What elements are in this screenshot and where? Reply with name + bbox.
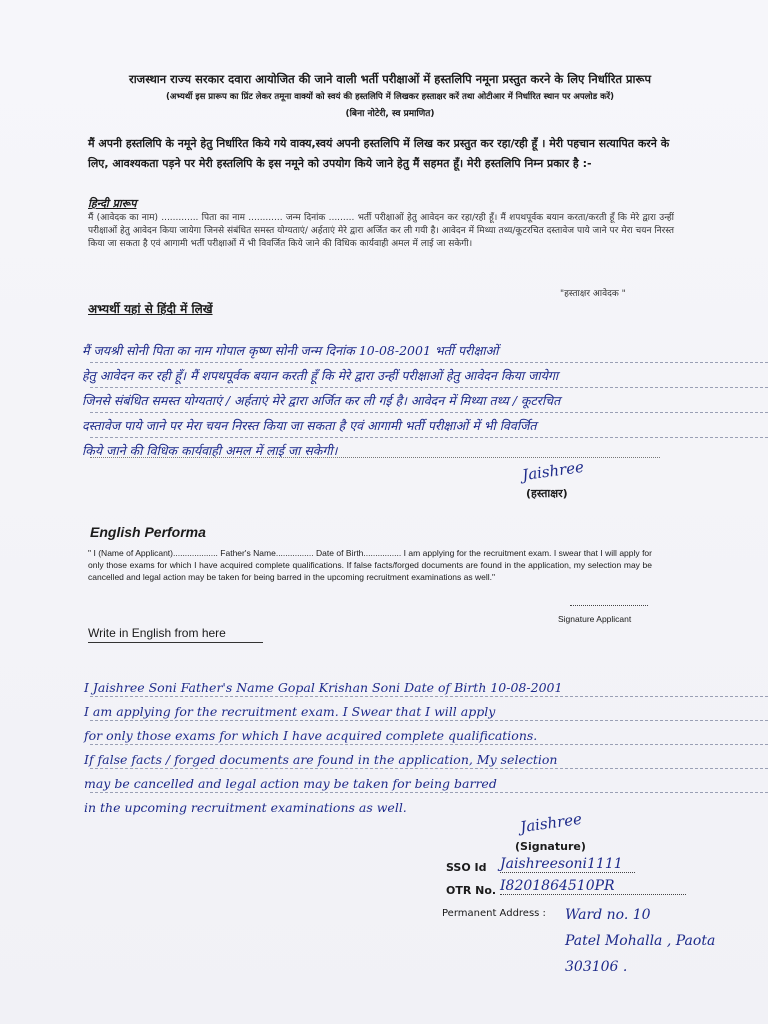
sso-id-label: SSO Id — [446, 861, 487, 874]
english-hw-line: in the upcoming recruitment examinations as well. — [84, 800, 407, 815]
hindi-signature-label: (हस्ताक्षर) — [526, 487, 568, 500]
hindi-template-text: मैं (आवेदक का नाम) ............. पिता का नाम ............ जन्म दिनांक ......... भर्ती परीक्षाओं हेतु आवेदन कर रहा/रही हूँ। मैं शपथपूर्वक बयान करता/करती हूँ कि मेरे द्वारा उन्हीं परीक्षाओं हेतु आवेदन किया जायेगा जिनसे संबंधित समस्त योग्यताएं/ अर्हताएं मेरे द्वारा अर्जित कर ली गयी है। आवेदन में मिथ्या तथ्य/कूटरचित दस्तावेज पाये जाने पर मेरा चयन निरस्त किया जा सकता है एवं आगामी भर्ती परीक्षाओं में भी विवर्जित किये जाने की विधिक कार्यवाही अमल में लाई जा सकेगी। — [88, 213, 674, 249]
hindi-hw-line: किये जाने की विधिक कार्यवाही अमल में लाई जा सकेगी। — [82, 443, 338, 458]
hindi-hw-line: मैं जयश्री सोनी पिता का नाम गोपाल कृष्ण सोनी जन्म दिनांक 10-08-2001 भर्ती परीक्षाओं — [82, 343, 499, 358]
english-hw-line: I am applying for the recruitment exam. I Swear that I will apply — [84, 704, 496, 719]
english-template-text: " I (Name of Applicant)................... Father's Name................ Date of Birth................ I am applying for the recruitment exam. I swear that I will apply for only those exams for which I have acquired complete qualifications. If false facts/forged documents are found in the application, my selection may be cancelled and legal action may be taken for being barred in the upcoming recruitment examinations as well." — [88, 548, 652, 582]
address-line: 303106 . — [565, 959, 628, 975]
hindi-handwritten-block — [82, 338, 768, 463]
english-rule — [90, 744, 768, 745]
hindi-hw-line: दस्तावेज पाये जाने पर मेरा चयन निरस्त किया जा सकता है एवं आगामी भर्ती परीक्षाओं में भी विवर्जित — [82, 418, 537, 433]
english-handwritten-block — [84, 676, 768, 820]
english-write-heading: Write in English from here — [88, 626, 226, 640]
english-rule — [90, 792, 768, 793]
hindi-sign-label: "हस्ताक्षर आवेदक " — [560, 289, 626, 299]
hindi-signature: Jaishree — [521, 457, 585, 485]
permanent-address-block — [565, 902, 715, 980]
permanent-address-label: Permanent Address : — [442, 908, 546, 919]
english-sign-label: Signature Applicant — [558, 614, 632, 624]
hindi-rule — [90, 437, 768, 438]
english-hw-line: I Jaishree Soni Father's Name Gopal Krishan Soni Date of Birth 10-08-2001 — [84, 680, 563, 695]
address-line: Ward no. 10 — [565, 907, 651, 923]
address-line: Patel Mohalla , Paota — [565, 933, 716, 949]
otr-no-label: OTR No. — [446, 884, 497, 897]
english-hw-line: If false facts / forged documents are found in the application, My selection — [84, 752, 558, 767]
hindi-rule — [90, 387, 768, 388]
english-heading-underline — [88, 642, 263, 643]
english-signature: Jaishree — [519, 809, 583, 837]
otr-no-value: I8201864510PR — [500, 878, 686, 895]
english-rule — [90, 768, 768, 769]
sso-id-value: Jaishreesoni1111 — [500, 856, 635, 873]
english-hw-line: may be cancelled and legal action may be taken for being barred — [84, 776, 497, 791]
hindi-hw-line: हेतु आवेदन कर रही हूँ। मैं शपथपूर्वक बयान करती हूँ कि मेरे द्वारा उन्हीं परीक्षाओं हेतु आवेदन किया जायेगा — [82, 368, 559, 383]
hindi-section-heading: हिन्दी प्रारूप — [88, 197, 137, 210]
english-signature-label: (Signature) — [515, 840, 586, 853]
hindi-rule — [90, 412, 768, 413]
form-title: राजस्थान राज्य सरकार दवारा आयोजित की जाने वाली भर्ती परीक्षाओं में हस्तलिपि नमूना प्रस्तुत करने के लिए निर्धारित प्रारूप — [128, 72, 651, 86]
hindi-rule — [90, 362, 768, 363]
form-note: (बिना नोटेरी, स्व प्रमाणित) — [345, 109, 435, 119]
english-rule — [90, 696, 768, 697]
intro-text: मैं अपनी हस्तलिपि के नमूने हेतु निर्धारित किये गये वाक्य,स्वयं अपनी हस्तलिपि में लिख कर प्रस्तुत कर रहा/रही हूँ । मेरी पहचान सत्यापित करने के लिए, आवश्यकता पड़ने पर मेरी हस्तलिपि के इस नमूने को उपयोग किये जाने हेतु मैं सहमत हूँ। मेरी हस्तलिपि निम्न प्रकार है :- — [88, 137, 670, 170]
hindi-hw-line: जिनसे संबंधित समस्त योग्यताएं / अर्हताएं मेरे द्वारा अर्जित कर ली गई है। आवेदन में मिथ्या तथ्य / कूटरचित — [82, 393, 561, 408]
english-rule — [90, 720, 768, 721]
form-subtitle: (अभ्यर्थी इस प्रारूप का प्रिंट लेकर तमूना वाक्यों को स्वयं की हस्तलिपि में लिखकर हस्ताक्षर करें तथा ओटीआर में निर्धारित स्थान पर अपलोड करें) — [165, 92, 615, 102]
english-hw-line: for only those exams for which I have acquired complete qualifications. — [84, 728, 538, 743]
english-sign-line — [570, 605, 648, 606]
hindi-write-heading: अभ्यर्थी यहां से हिंदी में लिखें — [88, 302, 213, 316]
english-section-heading: English Performa — [90, 524, 206, 540]
